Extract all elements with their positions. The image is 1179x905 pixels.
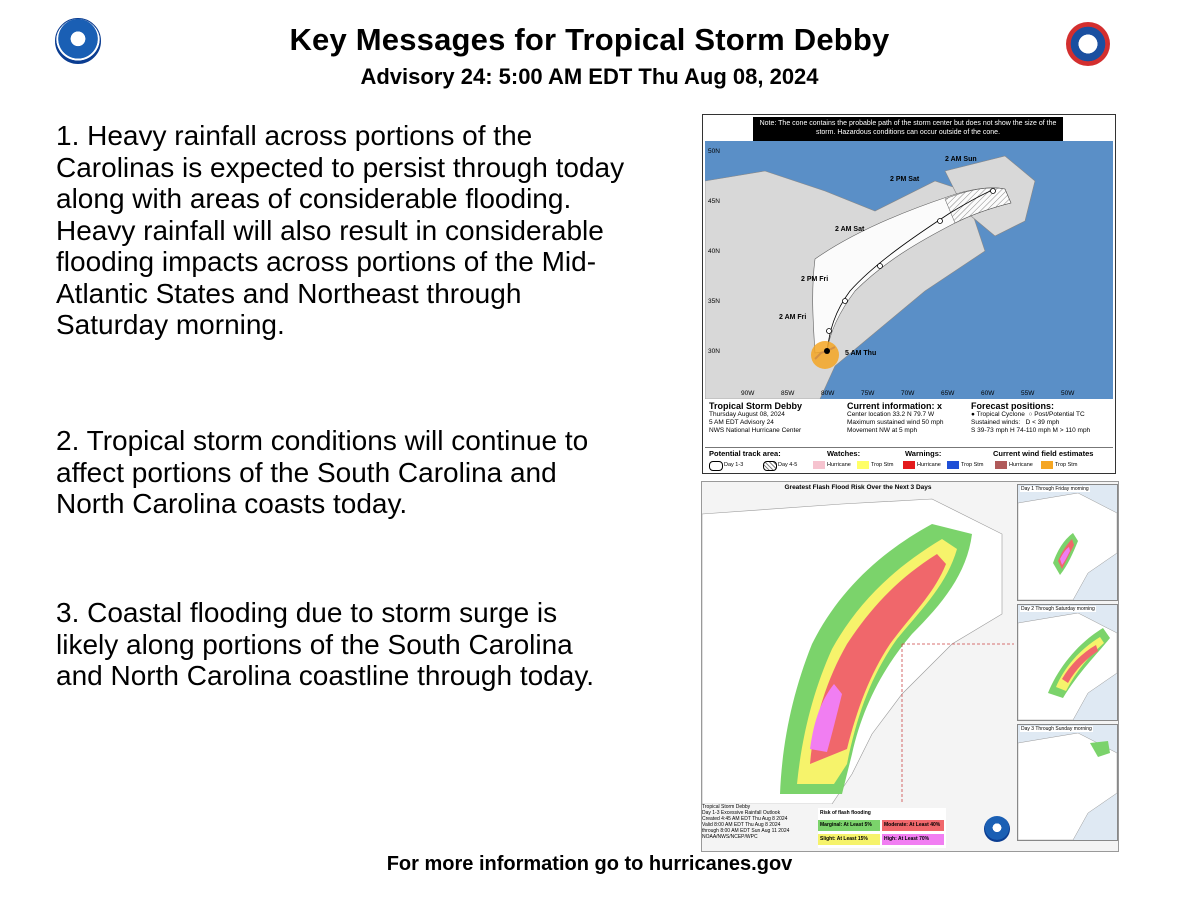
current-info (847, 401, 943, 435)
max-wind: Maximum sustained wind 50 mph (847, 419, 944, 426)
forecast-positions: Forecast positions: ● Tropical Cyclone ○ Post/Potential TC Sustained winds: D < 39 mph S 39-73 mph H 74-110 mph M > 110 mph (971, 401, 1113, 435)
ts-warning-swatch (947, 461, 959, 469)
inset-day2: Day 2 Through Saturday morning (1017, 604, 1118, 721)
risk-moderate: Moderate: At Least 40% (882, 820, 944, 831)
lon-tick: 60W (981, 390, 995, 397)
lat-tick: 45N (708, 198, 720, 205)
lon-tick: 75W (861, 390, 875, 397)
cone-map (705, 141, 1113, 399)
lon-tick: 70W (901, 390, 915, 397)
center-location: Center location 33.2 N 79.7 W (847, 411, 935, 418)
forecast-point (827, 329, 832, 334)
ts-watch-swatch (857, 461, 869, 469)
track-area-label: Potential track area: (709, 449, 781, 458)
cone-map-panel (702, 114, 1116, 474)
inset-day3-map (1018, 733, 1117, 840)
movement: Movement NW at 5 mph (847, 427, 918, 434)
flood-risk-panel (701, 481, 1119, 852)
hurricane-warning-swatch (903, 461, 915, 469)
cone-info (705, 401, 1113, 445)
risk-legend-title: Risk of flash flooding (820, 810, 871, 816)
storm-name: Tropical Storm Debby (709, 401, 803, 411)
flood-map (702, 494, 1014, 804)
key-message-2: 2. Tropical storm conditions will continue to affect portions of the South Carolina and North Carolina coasts today. (56, 425, 589, 519)
hurricane-watch-swatch (813, 461, 825, 469)
label-2am-fri: 2 AM Fri (779, 314, 807, 321)
page-title: Key Messages for Tropical Storm Debby (289, 22, 890, 57)
current-info-title: Current information: x (847, 401, 943, 411)
forecast-positions-title: Forecast positions: (971, 401, 1055, 411)
lat-tick: 35N (708, 298, 720, 305)
inset-day1-map (1018, 493, 1117, 600)
hurricane-wind-swatch (995, 461, 1007, 469)
flood-map-graphic (702, 494, 1014, 804)
storm-info (709, 401, 802, 435)
lon-tick: 90W (741, 390, 755, 397)
lon-tick: 65W (941, 390, 955, 397)
cone-note: Note: The cone contains the probable path of the storm center but does not show the size of the storm. Hazardous conditions can occur outside of the cone. (753, 117, 1063, 141)
warnings-label: Warnings: (905, 449, 942, 458)
lon-tick: 50W (1061, 390, 1075, 397)
storm-center (824, 348, 830, 354)
issuing-center: NWS National Hurricane Center (709, 427, 802, 434)
tropical-cyclone-icon: ● (971, 411, 975, 418)
label-5am-thu: 5 AM Thu (845, 350, 877, 357)
forecast-point (843, 299, 848, 304)
cone-map-graphic (705, 141, 1113, 399)
lat-tick: 40N (708, 248, 720, 255)
inset-day3: Day 3 Through Sunday morning (1017, 724, 1118, 841)
key-message-3: 3. Coastal flooding due to storm surge is likely along portions of the South Carolina and North Carolina coastline through today. (56, 597, 595, 691)
lat-tick: 30N (708, 348, 720, 355)
inset-day1: Day 1 Through Friday morning (1017, 484, 1118, 601)
wind-field-label: Current wind field estimates (993, 449, 1094, 458)
lon-tick: 55W (1021, 390, 1035, 397)
label-2pm-fri: 2 PM Fri (801, 276, 829, 283)
flood-map-title: Greatest Flash Flood Risk Over the Next 3 Days (784, 484, 932, 491)
key-message-1: 1. Heavy rainfall across portions of the Carolinas is expected to persist through today along with areas of considerable flooding. Heavy rainfall will also result in considerable flooding impacts across portions of the Mid-Atlantic States and Northeast through Saturday morning. (56, 120, 625, 340)
flood-credit: Tropical Storm Debby Day 1-3 Excessive Rainfall Outlook Created 4:45 AM EDT Thu Aug 8 2024 Valid 8:00 AM EDT Thu Aug 8 2024 through 8:00 AM EDT Sun Aug 11 2024 NOAA/NWS/NCEP/WPC (702, 804, 790, 840)
inset-day2-map (1018, 613, 1117, 720)
wind-categories: S 39-73 mph H 74-110 mph M > 110 mph (971, 427, 1091, 434)
risk-legend (818, 808, 946, 848)
cone-day45-swatch (763, 461, 777, 471)
forecast-point (938, 219, 943, 224)
forecast-point (991, 189, 996, 194)
lon-tick: 85W (781, 390, 795, 397)
storm-date: Thursday August 08, 2024 (709, 411, 785, 418)
cone-day13-swatch (709, 461, 723, 471)
ts-wind-swatch (1041, 461, 1053, 469)
lat-tick: 50N (708, 148, 720, 155)
label-2pm-sat: 2 PM Sat (890, 176, 920, 183)
watches-label: Watches: (827, 449, 861, 458)
risk-slight: Slight: At Least 15% (818, 834, 880, 845)
page-subtitle: Advisory 24: 5:00 AM EDT Thu Aug 08, 2024 (360, 64, 819, 89)
advisory-number: 5 AM EDT Advisory 24 (709, 419, 774, 426)
risk-marginal: Marginal: At Least 5% (818, 820, 880, 831)
wind-field (811, 341, 839, 369)
lon-tick: 80W (821, 390, 835, 397)
label-2am-sat: 2 AM Sat (835, 226, 865, 233)
risk-high: High: At Least 70% (882, 834, 944, 845)
cone-legend: Potential track area: Watches: Warnings: Current wind field estimates Day 1-3 Day 4-5 Hurricane Trop Stm Hurricane Trop Stm Hurricane Trop Stm (705, 447, 1113, 472)
label-2am-sun: 2 AM Sun (945, 156, 977, 163)
noaa-logo-small (984, 816, 1010, 842)
post-tc-icon: ○ (1028, 411, 1033, 418)
forecast-point (878, 264, 883, 269)
footer-link-text: For more information go to hurricanes.gov (386, 853, 793, 875)
